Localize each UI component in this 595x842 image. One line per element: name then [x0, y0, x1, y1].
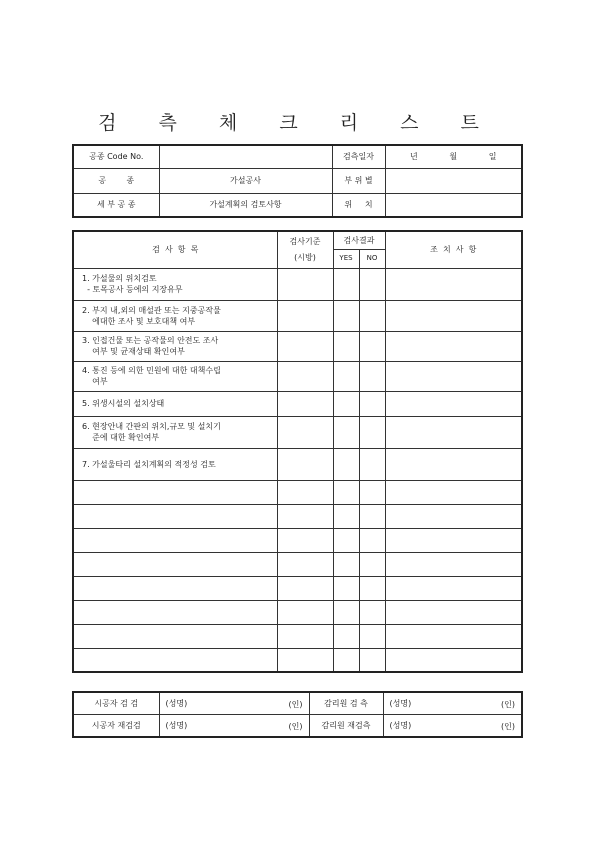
part-label: 부 위 별: [332, 168, 385, 193]
criteria-cell[interactable]: [277, 552, 333, 576]
yes-cell[interactable]: [333, 448, 359, 480]
no-cell[interactable]: [359, 648, 385, 672]
code-value[interactable]: [159, 145, 332, 168]
location-value[interactable]: [385, 193, 522, 217]
checklist-item-line: 6. 현장안내 간판의 위치,규모 및 설치기: [82, 422, 221, 431]
no-cell[interactable]: [359, 268, 385, 300]
contractor-reinspection-label: 시공자 재검검: [73, 714, 159, 737]
no-cell[interactable]: [359, 600, 385, 624]
action-cell[interactable]: [385, 528, 522, 552]
inspection-date-value[interactable]: 년 월 일: [385, 145, 522, 168]
action-cell[interactable]: [385, 648, 522, 672]
criteria-cell[interactable]: [277, 600, 333, 624]
no-cell[interactable]: [359, 528, 385, 552]
item-cell[interactable]: [73, 528, 277, 552]
yes-cell[interactable]: [333, 552, 359, 576]
supervisor-inspection-sign[interactable]: [383, 692, 522, 714]
checklist-empty-row: [73, 528, 522, 552]
yes-cell[interactable]: [333, 268, 359, 300]
no-cell[interactable]: [359, 552, 385, 576]
checklist-item-text: [73, 331, 277, 361]
yes-cell[interactable]: [333, 331, 359, 361]
checklist-item-text: [73, 416, 277, 448]
contractor-reinspection-sign[interactable]: [159, 714, 309, 737]
sub-work-type-label: 세 부 공 종: [73, 193, 159, 217]
no-cell[interactable]: [359, 300, 385, 331]
item-cell[interactable]: [73, 480, 277, 504]
action-cell[interactable]: [385, 391, 522, 416]
no-cell[interactable]: [359, 504, 385, 528]
action-cell[interactable]: [385, 600, 522, 624]
code-label: 공종 Code No.: [73, 145, 159, 168]
checklist-item-line: 3. 인접건물 또는 공작물의 안전도 조사: [82, 336, 219, 345]
col-header-result: 검사결과: [333, 231, 385, 249]
criteria-sub-label: (시방): [294, 253, 316, 263]
yes-cell[interactable]: [333, 648, 359, 672]
action-cell[interactable]: [385, 448, 522, 480]
no-cell[interactable]: [359, 391, 385, 416]
contractor-inspection-sign[interactable]: [159, 692, 309, 714]
criteria-cell[interactable]: [277, 448, 333, 480]
action-cell[interactable]: [385, 624, 522, 648]
criteria-cell[interactable]: [277, 391, 333, 416]
checklist-item-text: [73, 268, 277, 300]
item-cell[interactable]: [73, 552, 277, 576]
yes-cell[interactable]: [333, 391, 359, 416]
inspection-date-label: 검측일자: [332, 145, 385, 168]
criteria-cell[interactable]: [277, 648, 333, 672]
supervisor-reinspection-label: 감리원 재검측: [309, 714, 383, 737]
criteria-cell[interactable]: [277, 624, 333, 648]
criteria-label: 검사기준: [289, 237, 321, 247]
action-cell[interactable]: [385, 552, 522, 576]
col-header-action: 조 치 사 항: [385, 231, 522, 268]
yes-cell[interactable]: [333, 624, 359, 648]
checklist-item-text: [73, 448, 277, 480]
criteria-cell[interactable]: [277, 576, 333, 600]
checklist-row: [73, 361, 522, 391]
checklist-item-line: 2. 부지 내,외의 매설관 또는 지중공작물: [82, 305, 221, 315]
criteria-cell[interactable]: [277, 300, 333, 331]
name-placeholder: (성명): [389, 720, 412, 730]
checklist-item-line: 여부: [82, 377, 108, 386]
action-cell[interactable]: [385, 576, 522, 600]
checklist-empty-row: [73, 624, 522, 648]
checklist-item-line: 7. 가설울타리 설치계획의 적정성 검토: [82, 459, 216, 469]
no-cell[interactable]: [359, 576, 385, 600]
item-cell[interactable]: [73, 648, 277, 672]
work-type-value[interactable]: 가설공사: [159, 168, 332, 193]
part-value[interactable]: [385, 168, 522, 193]
supervisor-reinspection-sign[interactable]: [383, 714, 522, 737]
action-cell[interactable]: [385, 268, 522, 300]
checklist-item-line: - 토목공사 등에의 지장유무: [82, 285, 183, 294]
sub-work-type-value[interactable]: 가설계획의 검토사항: [159, 193, 332, 217]
item-cell[interactable]: [73, 576, 277, 600]
criteria-cell[interactable]: [277, 504, 333, 528]
checklist-empty-row: [73, 504, 522, 528]
page-title: 검 측 체 크 리 스 트: [98, 112, 497, 134]
checklist-item-line: 5. 위생시설의 설치상태: [82, 399, 165, 408]
criteria-cell[interactable]: [277, 361, 333, 391]
action-cell[interactable]: [385, 300, 522, 331]
yes-cell[interactable]: [333, 300, 359, 331]
no-cell[interactable]: [359, 416, 385, 448]
action-cell[interactable]: [385, 480, 522, 504]
col-header-item: 검 사 항 목: [73, 231, 277, 268]
no-cell[interactable]: [359, 361, 385, 391]
checklist-table: [72, 230, 523, 673]
item-cell[interactable]: [73, 600, 277, 624]
criteria-cell[interactable]: [277, 528, 333, 552]
checklist-row: [73, 300, 522, 331]
no-cell[interactable]: [359, 624, 385, 648]
seal-mark: (인): [288, 721, 303, 731]
yes-cell[interactable]: [333, 528, 359, 552]
checklist-item-text: [73, 300, 277, 331]
checklist-empty-row: [73, 648, 522, 672]
yes-cell[interactable]: [333, 504, 359, 528]
header-info-table: [72, 144, 523, 218]
supervisor-inspection-label: 감리원 검 측: [309, 692, 383, 714]
action-cell[interactable]: [385, 361, 522, 391]
yes-cell[interactable]: [333, 480, 359, 504]
criteria-cell[interactable]: [277, 416, 333, 448]
action-cell[interactable]: [385, 331, 522, 361]
name-placeholder: (성명): [165, 698, 188, 708]
seal-mark: (인): [288, 700, 303, 709]
criteria-cell[interactable]: [277, 268, 333, 300]
checklist-row: [73, 268, 522, 300]
yes-cell[interactable]: [333, 600, 359, 624]
name-placeholder: (성명): [165, 720, 188, 730]
checklist-row: [73, 448, 522, 480]
checklist-empty-row: [73, 480, 522, 504]
checklist-item-line: 여부 및 균재상태 확인여부: [82, 347, 185, 356]
item-cell[interactable]: [73, 624, 277, 648]
checklist-row: [73, 331, 522, 361]
checklist-row: [73, 416, 522, 448]
work-type-label: 공 종: [73, 168, 159, 193]
yes-cell[interactable]: [333, 416, 359, 448]
checklist-row: [73, 391, 522, 416]
no-cell[interactable]: [359, 448, 385, 480]
checklist-item-line: 준에 대한 확인여부: [82, 433, 160, 442]
checklist-empty-row: [73, 576, 522, 600]
yes-cell[interactable]: [333, 576, 359, 600]
name-placeholder: (성명): [389, 698, 412, 708]
checklist-empty-row: [73, 552, 522, 576]
item-cell[interactable]: [73, 504, 277, 528]
contractor-inspection-label: 시공자 검 검: [73, 692, 159, 714]
checklist-item-line: 에대한 조사 및 보호대책 여부: [82, 316, 196, 326]
criteria-cell[interactable]: [277, 480, 333, 504]
checklist-item-text: [73, 361, 277, 391]
col-header-criteria: [277, 231, 333, 268]
seal-mark: (인): [501, 721, 515, 731]
checklist-empty-row: [73, 600, 522, 624]
seal-mark: (인): [501, 700, 515, 709]
criteria-cell[interactable]: [277, 331, 333, 361]
col-header-yes: YES: [333, 249, 359, 268]
no-cell[interactable]: [359, 331, 385, 361]
location-label: 위 치: [332, 193, 385, 217]
action-cell[interactable]: [385, 504, 522, 528]
action-cell[interactable]: [385, 416, 522, 448]
checklist-item-line: 1. 가설물의 위치검토: [82, 274, 157, 283]
signature-table: [72, 691, 523, 738]
yes-cell[interactable]: [333, 361, 359, 391]
no-cell[interactable]: [359, 480, 385, 504]
checklist-item-text: [73, 391, 277, 416]
col-header-no: NO: [359, 249, 385, 268]
checklist-item-line: 4. 통진 등에 의한 민원에 대한 대책수립: [82, 366, 221, 375]
